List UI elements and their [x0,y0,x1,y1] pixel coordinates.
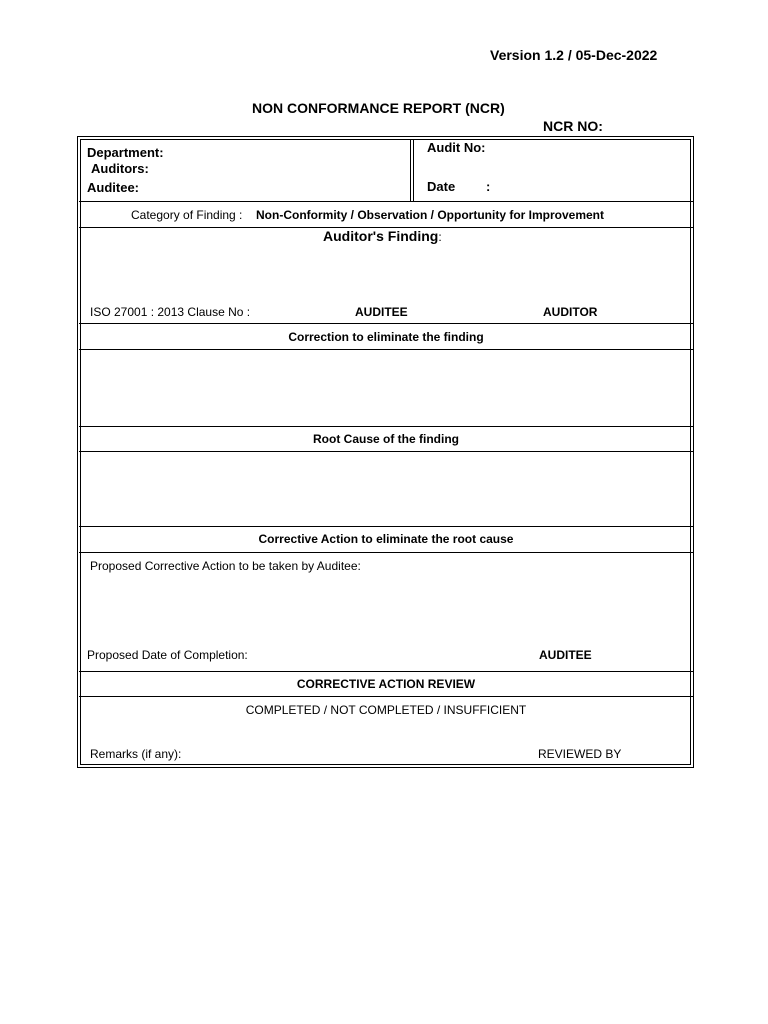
auditors-finding-title: Auditor's Finding [323,228,439,244]
version-label: Version 1.2 / 05-Dec-2022 [490,47,658,63]
finding-auditor-sign: AUDITOR [543,305,598,319]
auditee-label: Auditee: [87,180,139,195]
divider [79,696,693,697]
audit-no-label: Audit No: [427,140,486,155]
proposed-action-label: Proposed Corrective Action to be taken by Auditee: [90,559,361,573]
divider [79,349,693,350]
corrective-action-title: Corrective Action to eliminate the root cause [258,532,514,546]
department-label: Department: [87,145,164,160]
correction-title: Correction to eliminate the finding [288,330,484,344]
info-divider-inner [413,139,414,201]
date-colon: : [486,179,491,194]
divider [79,671,693,672]
divider [79,552,693,553]
auditors-label: Auditors: [91,161,149,176]
page-title: NON CONFORMANCE REPORT (NCR) [252,100,505,116]
remarks-label: Remarks (if any): [90,747,182,761]
date-label: Date [427,179,456,194]
divider [79,426,693,427]
divider [79,323,693,324]
clause-label: ISO 27001 : 2013 Clause No : [90,305,251,319]
root-cause-title: Root Cause of the finding [313,432,459,446]
divider [79,201,693,202]
review-status-options: COMPLETED / NOT COMPLETED / INSUFFICIENT [245,703,527,717]
ncr-no-label: NCR NO: [543,118,603,134]
divider [79,526,693,527]
review-title: CORRECTIVE ACTION REVIEW [296,677,476,691]
completion-date-label: Proposed Date of Completion: [87,648,248,662]
auditors-finding-heading [323,228,442,244]
auditors-finding-colon: : [438,230,442,244]
finding-auditee-sign: AUDITEE [355,305,408,319]
corrective-auditee-sign: AUDITEE [539,648,592,662]
divider [79,451,693,452]
reviewed-by-label: REVIEWED BY [538,747,622,761]
info-divider [410,139,411,201]
category-options: Non-Conformity / Observation / Opportunity for Improvement [256,208,605,222]
category-label: Category of Finding : [131,208,243,222]
